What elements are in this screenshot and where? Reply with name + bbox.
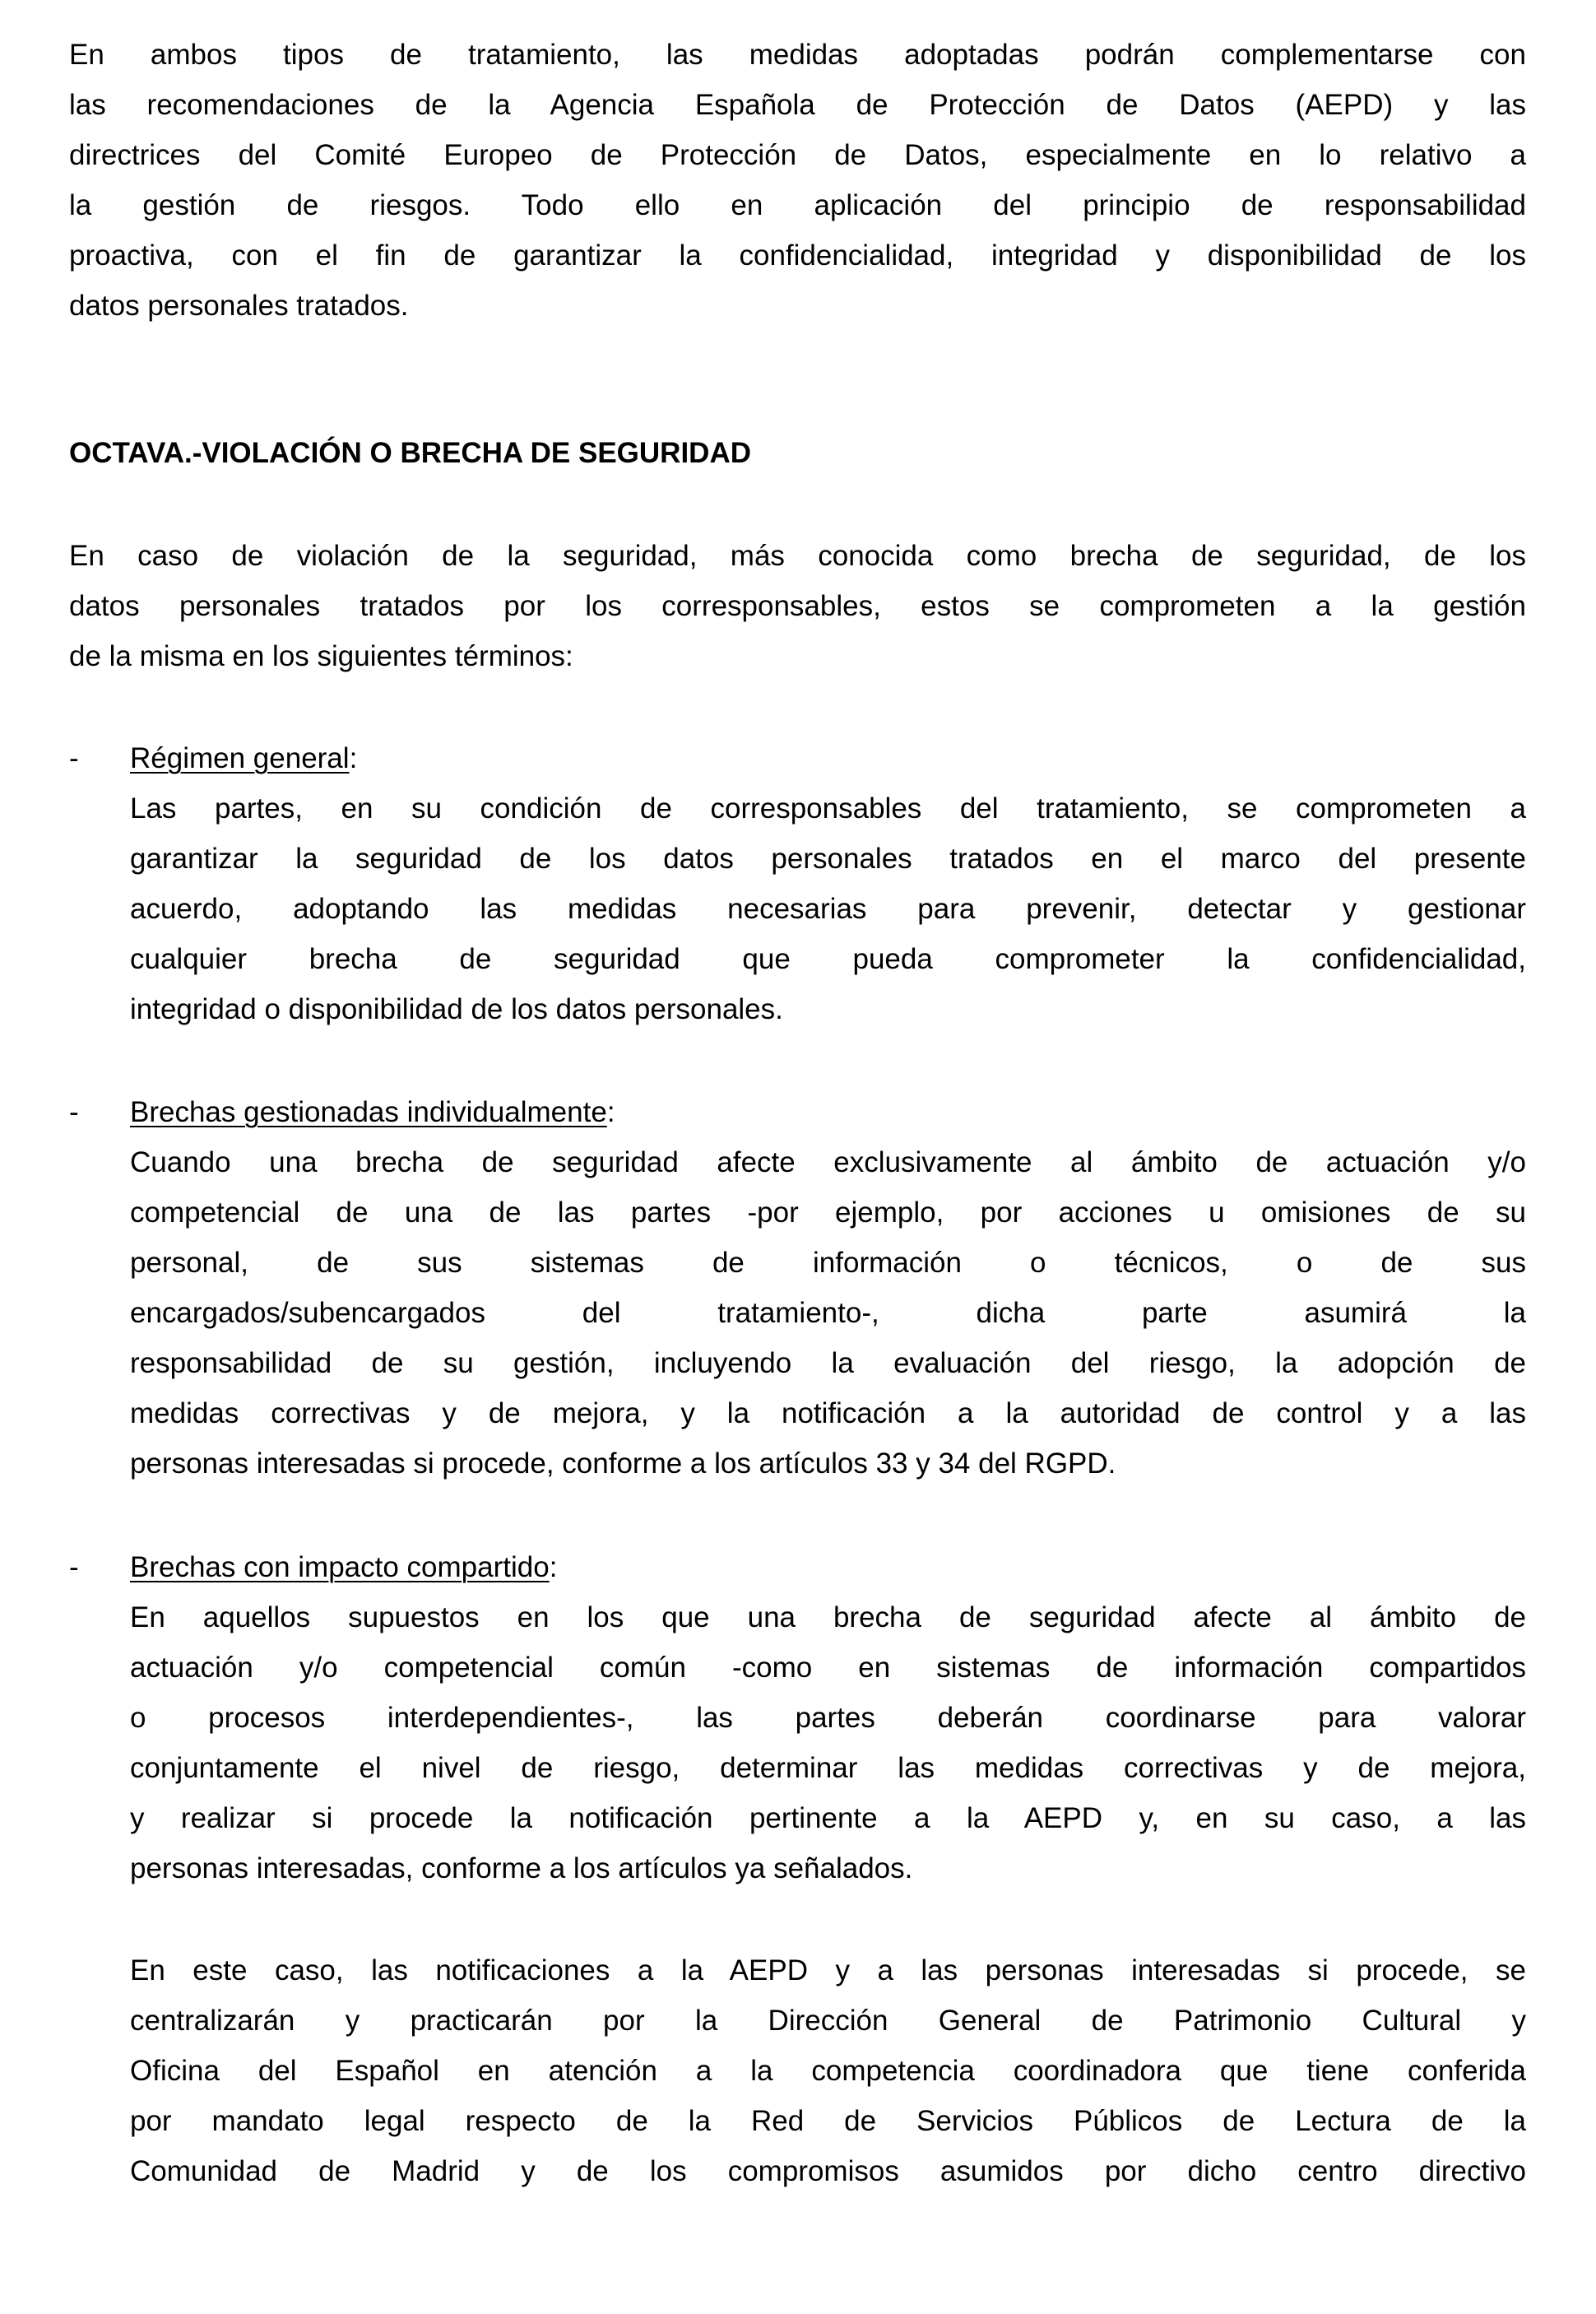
bullet-title-line [130,1542,1526,1592]
bullet-colon: : [549,1551,558,1583]
bullet-title-line [130,733,1526,783]
text-line: personal, de sus sistemas de información o técnicos, o de sus [130,1247,1526,1279]
bullet-colon: : [606,1096,615,1128]
text-line: En este caso, las notificaciones a la AEPD y a las personas interesadas si procede, se [130,1954,1526,1986]
text-line: responsabilidad de su gestión, incluyendo la evaluación del riesgo, la adopción de [130,1347,1526,1379]
text-line: conjuntamente el nivel de riesgo, determinar las medidas correctivas y de mejora, [130,1752,1526,1784]
bullet-text [130,1137,1526,1489]
text-line: proactiva, con el fin de garantizar la confidencialidad, integridad y disponibilidad de los [69,239,1526,272]
text-line: por mandato legal respecto de la Red de Servicios Públicos de Lectura de la [130,2105,1526,2137]
text-line: competencial de una de las partes -por ejemplo, por acciones u omisiones de su [130,1196,1526,1229]
bullet-colon: : [349,742,358,774]
text-line: Cuando una brecha de seguridad afecte exclusivamente al ámbito de actuación y/o [130,1146,1526,1178]
text-line: medidas correctivas y de mejora, y la notificación a la autoridad de control y a las [130,1397,1526,1429]
section-heading-text: OCTAVA.-VIOLACIÓN O BRECHA DE SEGURIDAD [69,437,751,469]
text-line: o procesos interdependientes-, las partes deberán coordinarse para valorar [130,1702,1526,1734]
bullet-dash: - [69,742,79,774]
text-line: En ambos tipos de tratamiento, las medidas adoptadas podrán complementarse con [69,39,1526,71]
bullet-text [130,783,1526,1034]
bullet-body [130,733,1526,1034]
section-intro-paragraph [69,531,1526,681]
intro-paragraph [69,30,1526,331]
text-line: y realizar si procede la notificación pertinente a la AEPD y, en su caso, a las [130,1802,1526,1834]
text-line: En caso de violación de la seguridad, más conocida como brecha de seguridad, de los [69,540,1526,572]
closing-paragraph [130,1945,1526,2196]
bullet-dash: - [69,1551,79,1583]
text-line: Las partes, en su condición de corresponsables del tratamiento, se comprometen a [130,792,1526,825]
section-heading [69,428,1526,478]
text-line: Comunidad de Madrid y de los compromisos asumidos por dicho centro directivo [130,2155,1526,2187]
bullet-text [130,1592,1526,1893]
text-line: integridad o disponibilidad de los datos personales. [130,993,783,1025]
text-line: las recomendaciones de la Agencia Española de Protección de Datos (AEPD) y las [69,89,1526,121]
bullet-title-line [130,1087,1526,1137]
bullet-title: Régimen general [130,742,350,774]
text-line: En aquellos supuestos en los que una brecha de seguridad afecte al ámbito de [130,1601,1526,1633]
bullet-body [130,1087,1526,1489]
text-line: la gestión de riesgos. Todo ello en aplicación del principio de responsabilidad [69,189,1526,221]
text-line: Oficina del Español en atención a la competencia coordinadora que tiene conferida [130,2055,1526,2087]
bullet-body [130,1542,1526,1893]
text-line: directrices del Comité Europeo de Protección de Datos, especialmente en lo relativo a [69,139,1526,171]
text-line: datos personales tratados. [69,290,409,322]
text-line: personas interesadas, conforme a los artículos ya señalados. [130,1852,913,1884]
text-line: cualquier brecha de seguridad que pueda comprometer la confidencialidad, [130,943,1526,975]
bullet-title: Brechas gestionadas individualmente [130,1096,607,1128]
text-line: personas interesadas si procede, conforme a los artículos 33 y 34 del RGPD. [130,1447,1116,1480]
text-line: centralizarán y practicarán por la Dirección General de Patrimonio Cultural y [130,2005,1526,2037]
text-line: de la misma en los siguientes términos: [69,640,573,672]
bullet-dash: - [69,1096,79,1128]
text-line: encargados/subencargados del tratamiento-, dicha parte asumirá la [130,1297,1526,1329]
text-line: garantizar la seguridad de los datos personales tratados en el marco del presente [130,843,1526,875]
bullet-title: Brechas con impacto compartido [130,1551,550,1583]
text-line: acuerdo, adoptando las medidas necesarias para prevenir, detectar y gestionar [130,893,1526,925]
text-line: datos personales tratados por los corresponsables, estos se comprometen a la gestión [69,590,1526,622]
text-line: actuación y/o competencial común -como en sistemas de información compartidos [130,1652,1526,1684]
